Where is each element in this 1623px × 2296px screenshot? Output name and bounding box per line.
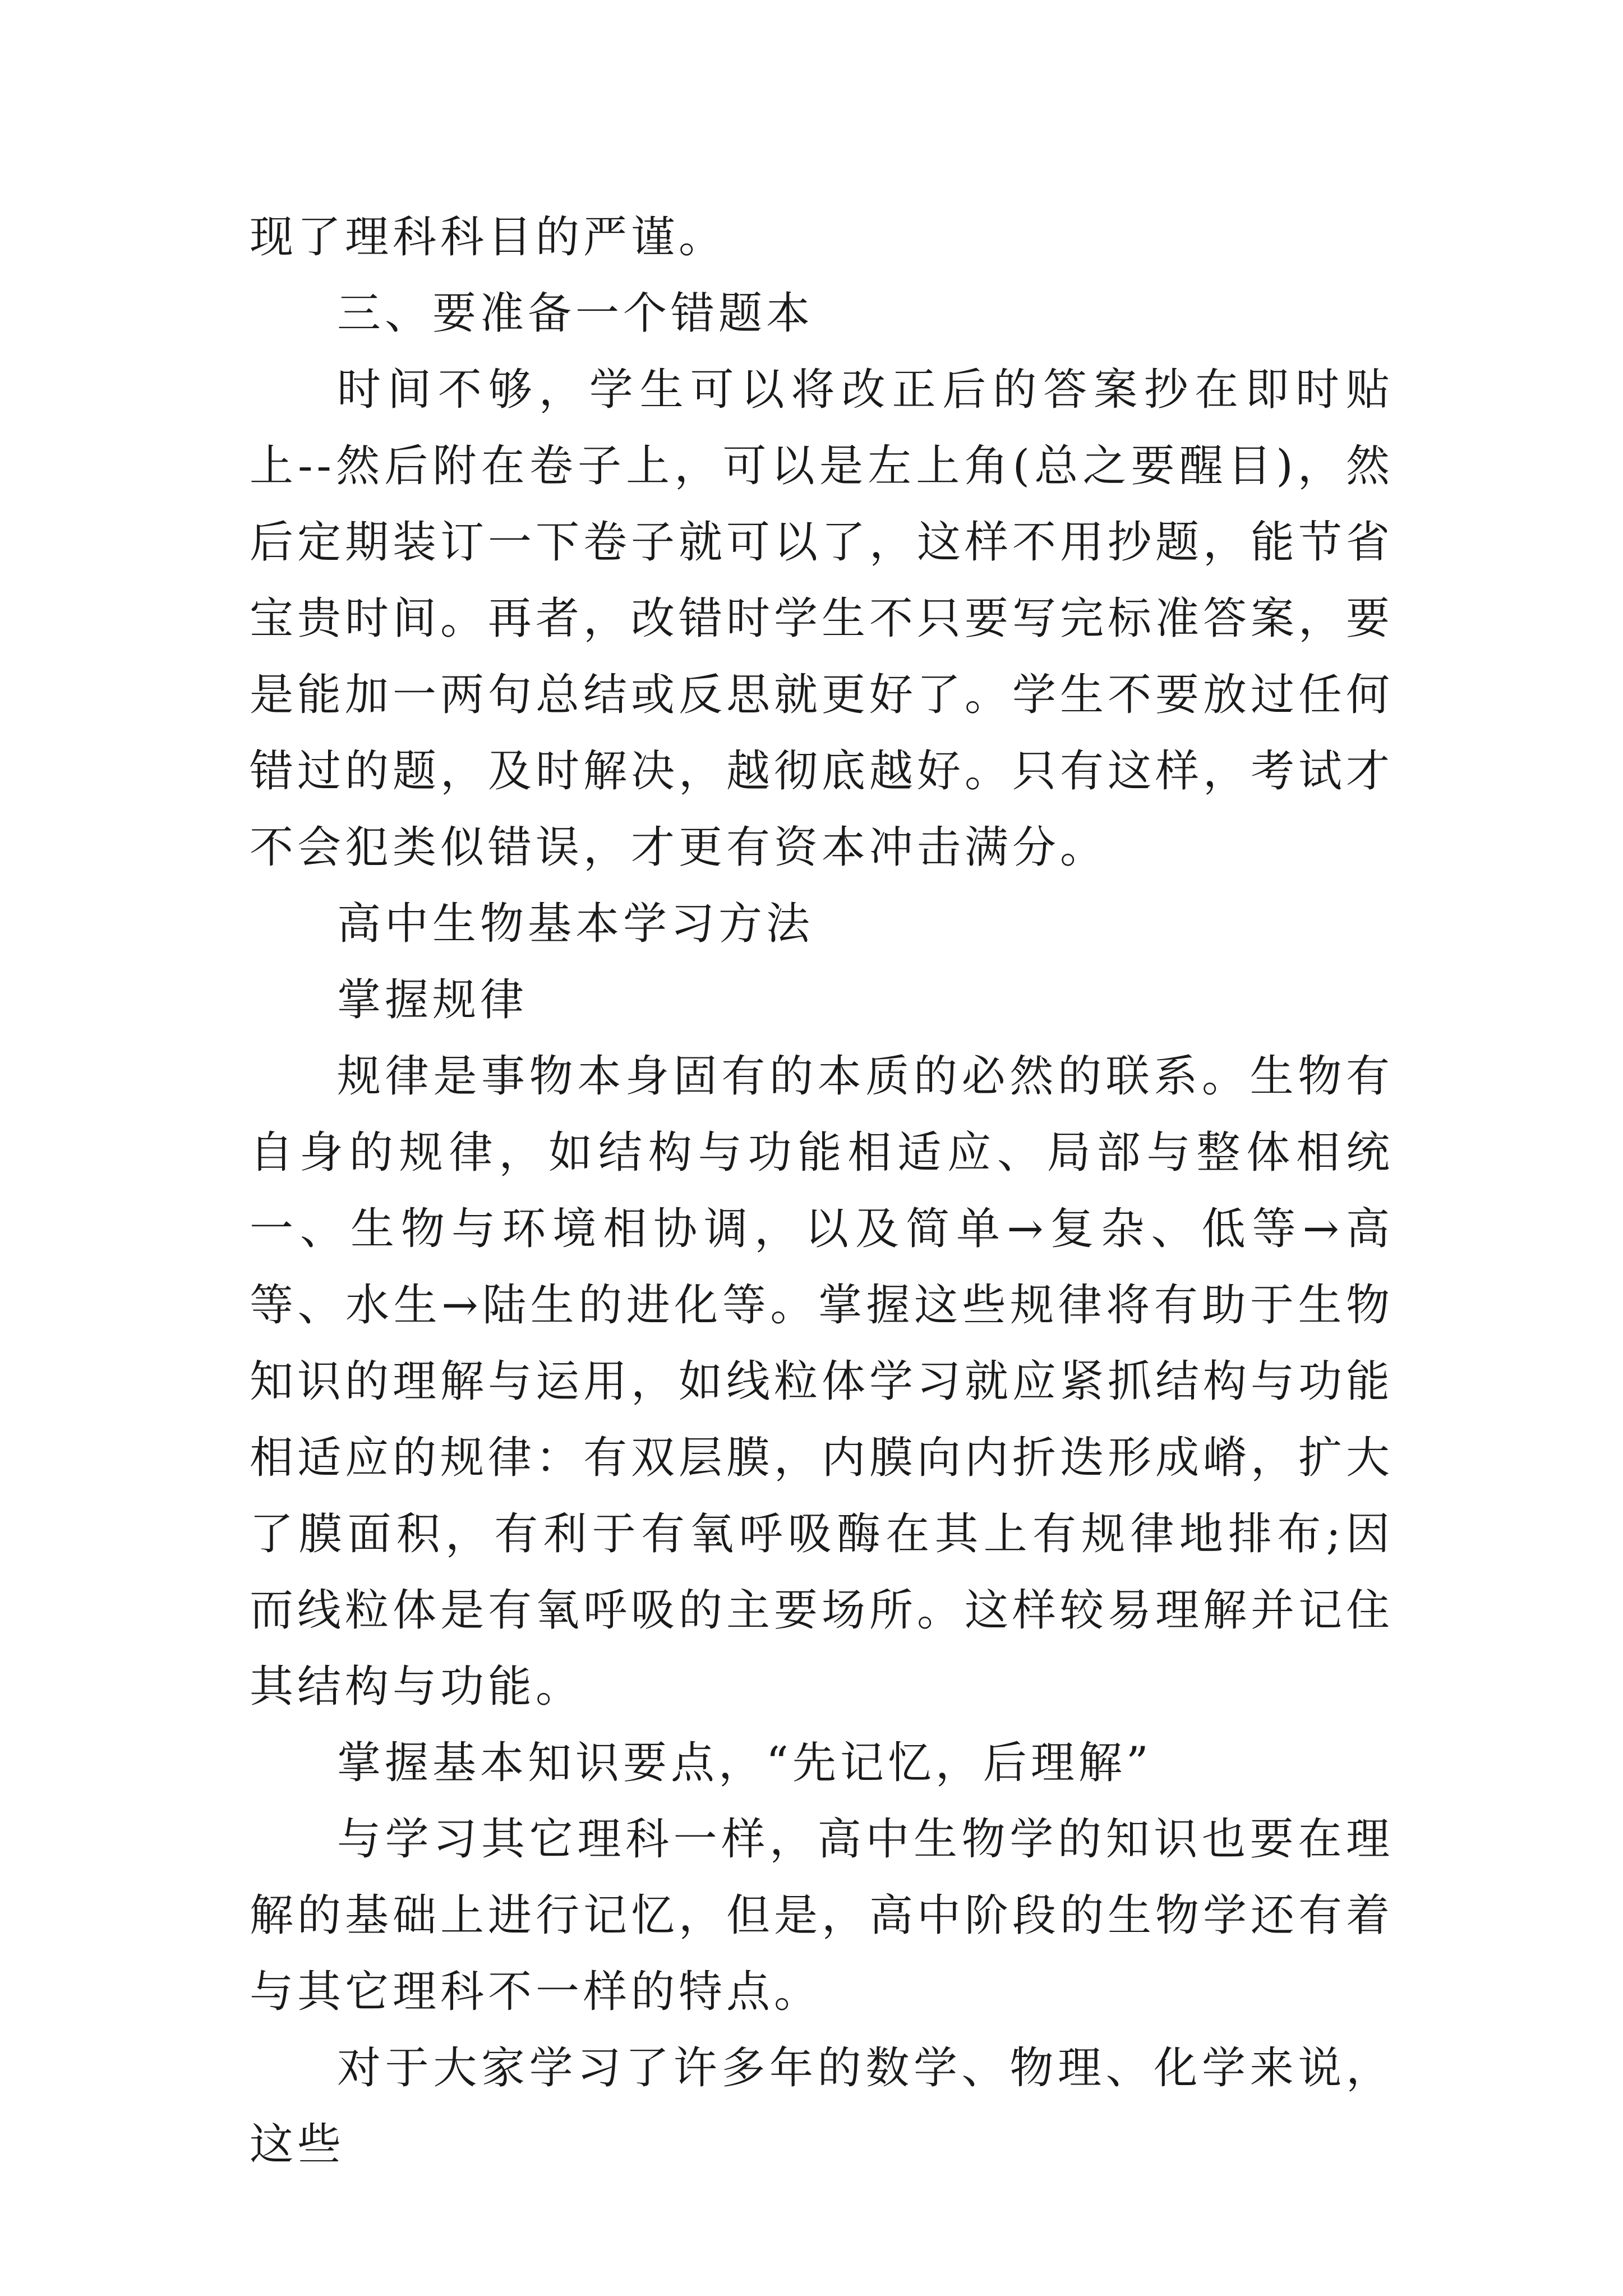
paragraph-other-sciences: 对于大家学习了许多年的数学、物理、化学来说，这些 — [250, 2043, 1394, 2170]
paragraph-error-notebook: 时间不够，学生可以将改正后的答案抄在即时贴上--然后附在卷子上，可以是左上角(总之要醒目)，然后定期装订一下卷子就可以了，这样不用抄题，能节省宝贵时间。再者，改错时学生不只要写完标准答案，要是能加一两句总结或反思就更好了。学生不要放过任何错过的题，及时解决，越彻底越好。只有这样，考试才不会犯类似错误，才更有资本冲击满分。 — [250, 365, 1394, 873]
section-heading-biology-methods: 高中生物基本学习方法 — [337, 899, 814, 949]
subheading-master-rules: 掌握规律 — [337, 975, 528, 1025]
document-body — [250, 199, 1394, 2183]
section-heading-error-notebook: 三、要准备一个错题本 — [337, 288, 814, 339]
paragraph-continuation: 现了理科科目的严谨。 — [250, 212, 727, 263]
paragraph-rules: 规律是事物本身固有的本质的必然的联系。生物有自身的规律，如结构与功能相适应、局部与整体相统一、生物与环境相协调，以及简单→复杂、低等→高等、水生→陆生的进化等。掌握这些规律将有助于生物知识的理解与运用，如线粒体学习就应紧抓结构与功能相适应的规律：有双层膜，内膜向内折迭形成嵴，扩大了膜面积，有利于有氧呼吸酶在其上有规律地排布;因而线粒体是有氧呼吸的主要场所。这样较易理解并记住其结构与功能。 — [250, 1051, 1394, 1712]
subheading-basic-knowledge: 掌握基本知识要点，“先记忆，后理解” — [337, 1738, 1152, 1788]
paragraph-memory-understanding: 与学习其它理科一样，高中生物学的知识也要在理解的基础上进行记忆，但是，高中阶段的生物学还有着与其它理科不一样的特点。 — [250, 1814, 1394, 2017]
